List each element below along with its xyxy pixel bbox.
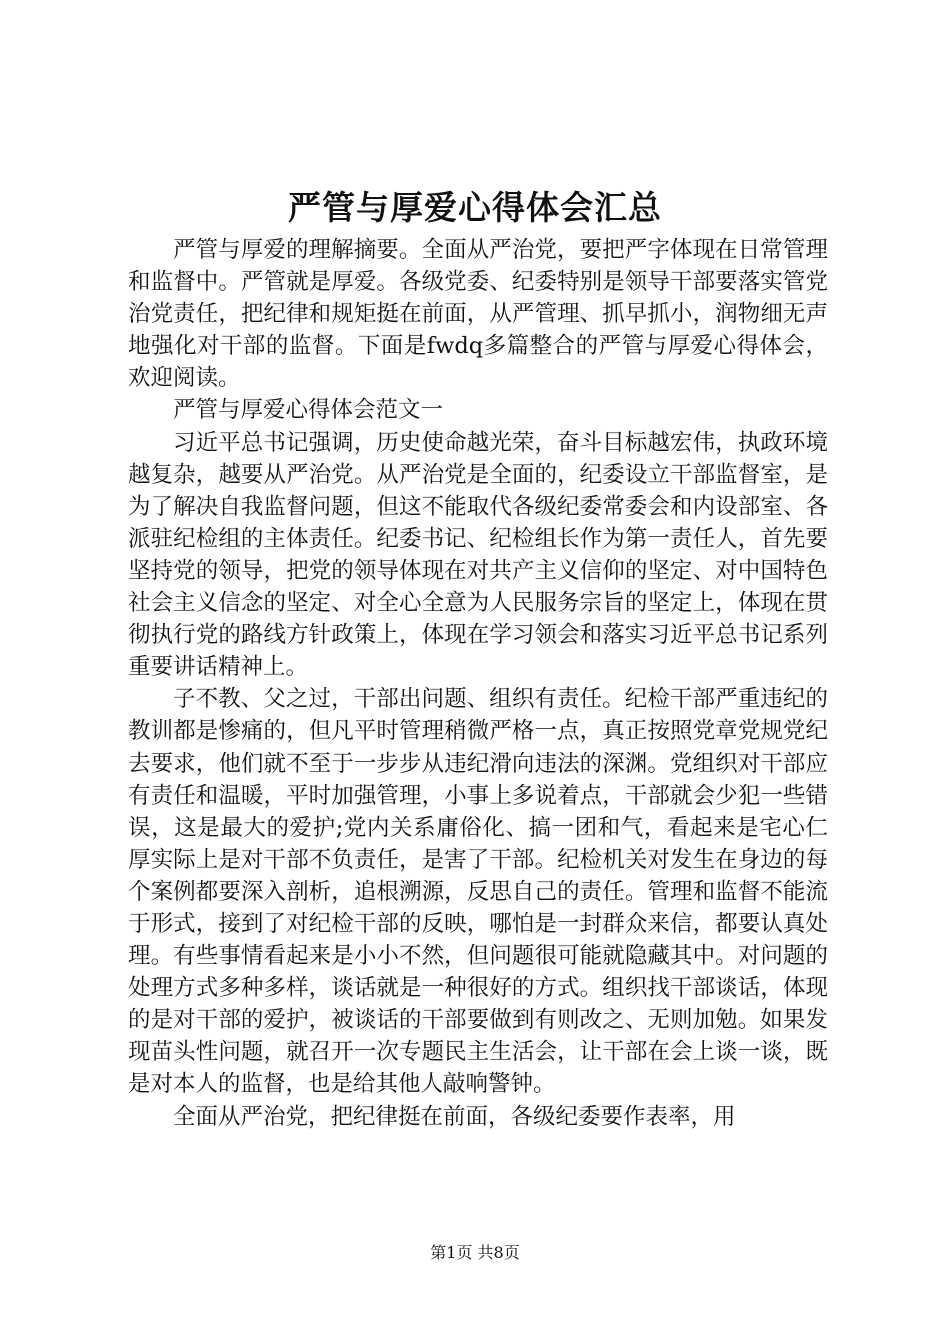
page-number-footer: 第1页 共8页 [430, 1243, 520, 1262]
document-body [128, 234, 828, 1133]
paragraph-section-heading: 严管与厚爱心得体会范文一 [173, 397, 444, 424]
paragraph-summary: 严管与厚爱的理解摘要。全面从严治党，要把严字体现在日常管理和监督中。严管就是厚爱。各级党委、纪委特别是领导干部要落实管党治党责任，把纪律和规矩挺在前面，从严管理、抓早抓小，润物细无声地强化对干部的监督。下面是fwdq多篇整合的严管与厚爱心得体会，欢迎阅读。 [128, 237, 828, 392]
paragraph-body: 全面从严治党，把纪律挺在前面，各级纪委要作表率，用 [173, 1103, 736, 1130]
document-title: 严管与厚爱心得体会汇总 [288, 188, 662, 227]
paragraph-body: 习近平总书记强调，历史使命越光荣，奋斗目标越宏伟，执政环境越复杂，越要从严治党。从严治党是全面的，纪委设立干部监督室，是为了解决自我监督问题，但这不能取代各级纪委常委会和内设部室、各派驻纪检组的主体责任。纪委书记、纪检组长作为第一责任人，首先要坚持党的领导，把党的领导体现在对共产主义信仰的坚定、对中国特色社会主义信念的坚定、对全心全意为人民服务宗旨的坚定上，体现在贯彻执行党的路线方针政策上，体现在学习领会和落实习近平总书记系列重要讲话精神上。 [128, 429, 828, 681]
paragraph-body: 子不教、父之过，干部出问题、组织有责任。纪检干部严重违纪的教训都是惨痛的，但凡平时管理稍微严格一点，真正按照党章党规党纪去要求，他们就不至于一步步从违纪滑向违法的深渊。党组织对干部应有责任和温暖，平时加强管理，小事上多说着点，干部就会少犯一些错误，这是最大的爱护;党内关系庸俗化、搞一团和气，看起来是宅心仁厚实际上是对干部不负责任，是害了干部。纪检机关对发生在身边的每个案例都要深入剖析，追根溯源，反思自己的责任。管理和监督不能流于形式，接到了对纪检干部的反映，哪怕是一封群众来信，都要认真处理。有些事情看起来是小小不然，但问题很可能就隐藏其中。对问题的处理方式多种多样，谈话就是一种很好的方式。组织找干部谈话，体现的是对干部的爱护，被谈话的干部要做到有则改之、无则加勉。如果发现苗头性问题，就召开一次专题民主生活会，让干部在会上谈一谈，既是对本人的监督，也是给其他人敲响警钟。 [128, 686, 828, 1098]
